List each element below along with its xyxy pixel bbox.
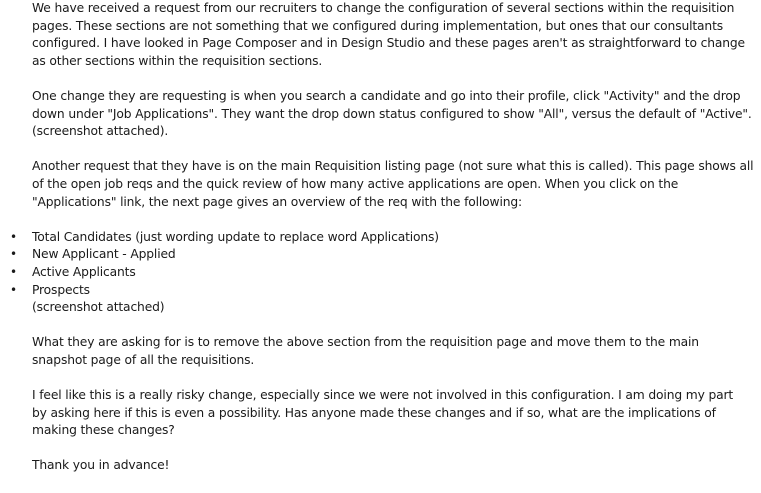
message-body	[10, 0, 756, 493]
screenshot-note: (screenshot attached)	[32, 300, 165, 315]
paragraph-request-intro: We have received a request from our recruiters to change the configuration of several sections within the requisition pages. These sections are not something that we configured during implementation, but ones that our consultants configured. I have looked in Page Composer and in Design Studio and these pages aren't as straightforward to change as other sections within the requisition sections.	[32, 1, 745, 68]
paragraph-activity-change: One change they are requesting is when you search a candidate and go into their profile, click "Activity" and the drop down under "Job Applications". They want the drop down status configured to show "All", versus the default of "Active". (screenshot attached).	[32, 88, 752, 139]
requisition-sections-list	[10, 229, 756, 299]
list-item: • New Applicant - Applied	[10, 247, 176, 262]
list-item: • Total Candidates (just wording update to replace word Applications)	[10, 229, 439, 244]
paragraph-move-sections: What they are asking for is to remove the above section from the requisition page and move them to the main snapshot page of all the requisitions.	[32, 335, 699, 367]
paragraph-requisition-listing: Another request that they have is on the main Requisition listing page (not sure what this is called). This page shows all of the open job reqs and the quick review of how many active applications are open. When you click on the "Applications" link, the next page gives an overview of the req with the following:	[32, 159, 754, 209]
list-item: • Prospects	[10, 282, 90, 297]
paragraph-thanks: Thank you in advance!	[32, 458, 170, 473]
paragraph-risk-question: I feel like this is a really risky change, especially since we were not involved in this configuration. I am doing my part by asking here if this is even a possibility. Has anyone made these changes and if so, what are the implications of making these changes?	[32, 388, 734, 438]
list-item: • Active Applicants	[10, 264, 136, 279]
